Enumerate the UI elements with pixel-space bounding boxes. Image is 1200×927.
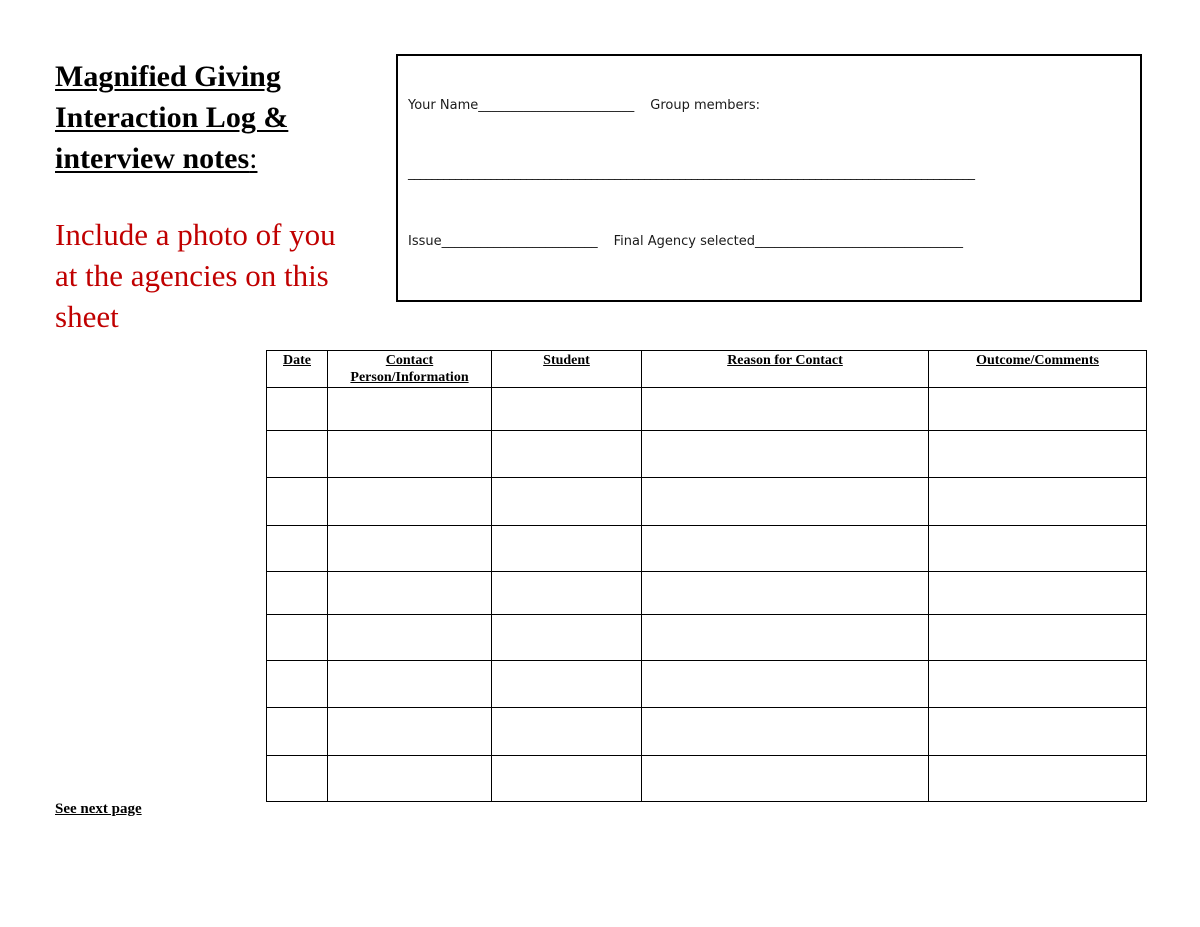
table-row [267, 661, 1147, 708]
page-title [55, 56, 375, 179]
instruction-line-1: Include a photo of you [55, 217, 336, 252]
table-cell[interactable] [328, 526, 492, 572]
table-cell[interactable] [492, 572, 642, 615]
table-cell[interactable] [328, 661, 492, 708]
table-cell[interactable] [492, 661, 642, 708]
table-cell[interactable] [267, 661, 328, 708]
column-header: Reason for Contact [642, 351, 929, 388]
table-row [267, 431, 1147, 478]
group-members-field[interactable]: ________________________________________________________________________________________________ [408, 166, 975, 181]
issue-field[interactable]: Issue________________________ [408, 234, 598, 249]
your-name-field[interactable]: Your Name________________________ [408, 98, 635, 113]
table-cell[interactable] [492, 478, 642, 526]
table-cell[interactable] [929, 708, 1147, 756]
table-cell[interactable] [267, 572, 328, 615]
table-cell[interactable] [929, 756, 1147, 802]
table-cell[interactable] [642, 661, 929, 708]
title-line-2: Interaction Log & [55, 101, 289, 134]
table-cell[interactable] [328, 708, 492, 756]
table-row [267, 388, 1147, 431]
table-cell[interactable] [492, 615, 642, 661]
instruction-line-3: sheet [55, 299, 119, 334]
issue-agency-line [408, 234, 963, 249]
column-header: Outcome/Comments [929, 351, 1147, 388]
table-cell[interactable] [267, 615, 328, 661]
table-cell[interactable] [267, 708, 328, 756]
table-cell[interactable] [929, 615, 1147, 661]
table-cell[interactable] [492, 388, 642, 431]
table-cell[interactable] [929, 388, 1147, 431]
table-cell[interactable] [328, 572, 492, 615]
table-cell[interactable] [929, 431, 1147, 478]
table-row [267, 615, 1147, 661]
table-cell[interactable] [328, 756, 492, 802]
table-cell[interactable] [328, 388, 492, 431]
table-cell[interactable] [267, 526, 328, 572]
name-group-line [408, 98, 760, 113]
table-cell[interactable] [642, 526, 929, 572]
table-cell[interactable] [642, 708, 929, 756]
table-cell[interactable] [492, 526, 642, 572]
table-cell[interactable] [642, 572, 929, 615]
table-cell[interactable] [492, 756, 642, 802]
table-row [267, 526, 1147, 572]
instruction-line-2: at the agencies on this [55, 258, 329, 293]
table-cell[interactable] [267, 478, 328, 526]
table-cell[interactable] [929, 661, 1147, 708]
table-cell[interactable] [642, 756, 929, 802]
table-row [267, 708, 1147, 756]
table-cell[interactable] [267, 431, 328, 478]
table-cell[interactable] [642, 615, 929, 661]
table-cell[interactable] [642, 431, 929, 478]
photo-instruction [55, 214, 385, 337]
column-header: Student [492, 351, 642, 388]
table-cell[interactable] [929, 526, 1147, 572]
group-members-label: Group members: [650, 98, 761, 113]
table-row [267, 572, 1147, 615]
table-cell[interactable] [267, 756, 328, 802]
title-line-3: interview notes: [55, 142, 258, 175]
table-cell[interactable] [642, 478, 929, 526]
table-cell[interactable] [492, 708, 642, 756]
table-header-row [267, 351, 1147, 388]
column-header: Date [267, 351, 328, 388]
title-line-1: Magnified Giving [55, 60, 281, 93]
table-body [267, 388, 1147, 802]
table-cell[interactable] [492, 431, 642, 478]
table-cell[interactable] [642, 388, 929, 431]
table-cell[interactable] [328, 615, 492, 661]
see-next-page-link[interactable]: See next page [55, 801, 142, 817]
table-cell[interactable] [929, 572, 1147, 615]
student-info-box [396, 54, 1142, 302]
table-cell[interactable] [328, 478, 492, 526]
table-cell[interactable] [929, 478, 1147, 526]
table-row [267, 478, 1147, 526]
interaction-log-table [266, 350, 1147, 802]
table-cell[interactable] [267, 388, 328, 431]
table-row [267, 756, 1147, 802]
column-header: Contact Person/Information [328, 351, 492, 388]
table-cell[interactable] [328, 431, 492, 478]
final-agency-field[interactable]: Final Agency selected________________________________ [613, 234, 963, 249]
